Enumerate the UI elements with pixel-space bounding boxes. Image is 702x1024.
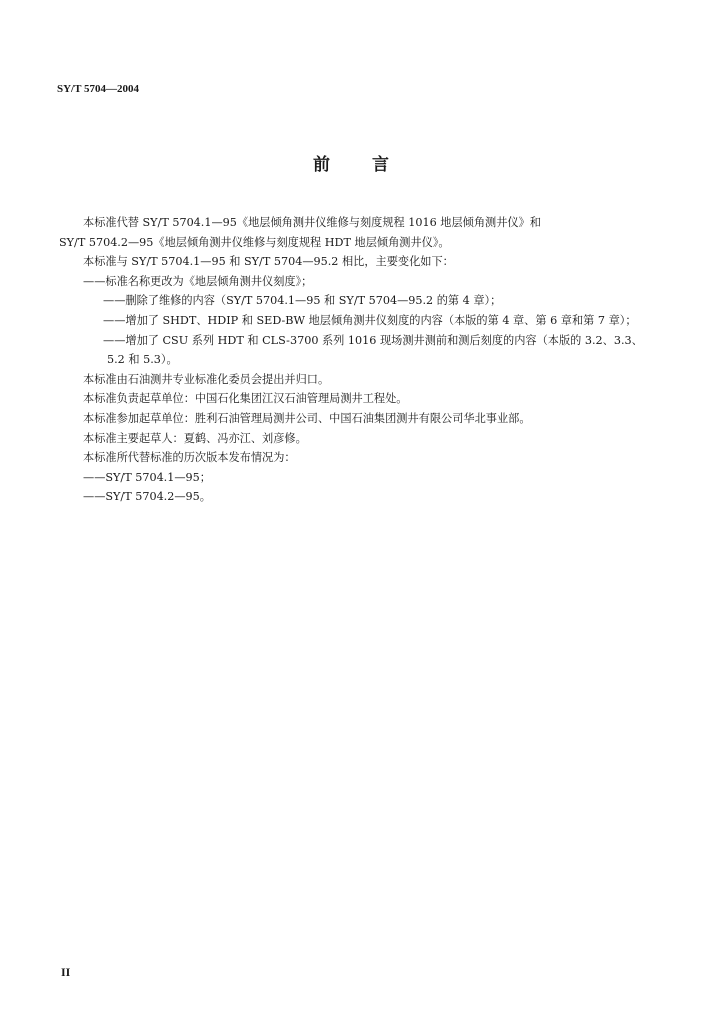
paragraph-replaces-line1: 本标准代替 SY/T 5704.1—95《地层倾角测井仪维修与刻度规程 1016 地层倾角测井仪》和 — [83, 216, 541, 229]
paragraph-main-drafters: 本标准主要起草人：夏鹤、冯亦江、刘彦修。 — [83, 431, 307, 445]
foreword-body — [59, 213, 643, 507]
paragraph-replaces-line2: SY/T 5704.2—95《地层倾角测井仪维修与刻度规程 HDT 地层倾角测井仪》。 — [59, 235, 450, 249]
change-item-title-renamed: ——标准名称更改为《地层倾角测井仪刻度》； — [83, 274, 313, 288]
paragraph-drafting-unit: 本标准负责起草单位：中国石化集团江汉石油管理局测井工程处。 — [83, 392, 408, 406]
edition-item-1: ——SY/T 5704.1—95； — [83, 470, 211, 484]
paragraph-proposed-by: 本标准由石油测井专业标准化委员会提出并归口。 — [83, 372, 330, 386]
paragraph-participating-units: 本标准参加起草单位：胜利石油管理局测井公司、中国石油集团测井有限公司华北事业部。 — [83, 411, 531, 425]
change-item-added-shdt: ——增加了 SHDT、HDIP 和 SED-BW 地层倾角测井仪刻度的内容（本版的第 4 章、第 6 章和第 7 章）； — [103, 313, 637, 327]
edition-item-2: ——SY/T 5704.2—95。 — [83, 490, 211, 504]
title-char-2: 言 — [372, 155, 389, 175]
change-item-added-csu: ——增加了 CSU 系列 HDT 和 CLS-3700 系列 1016 现场测井测前和测后刻度的内容（本版的 3.2、3.3、5.2 和 5.3）。 — [103, 333, 643, 367]
standard-code-header: SY/T 5704—2004 — [57, 83, 140, 95]
page-number: II — [61, 965, 71, 979]
change-item-removed-maintenance: ——删除了维修的内容（SY/T 5704.1—95 和 SY/T 5704—95.2 的第 4 章）； — [103, 294, 502, 308]
paragraph-previous-editions: 本标准所代替标准的历次版本发布情况为： — [83, 451, 296, 465]
title-char-1: 前 — [313, 155, 330, 175]
paragraph-main-changes: 本标准与 SY/T 5704.1—95 和 SY/T 5704—95.2 相比，主要变化如下： — [83, 255, 454, 269]
page-title — [0, 150, 702, 175]
